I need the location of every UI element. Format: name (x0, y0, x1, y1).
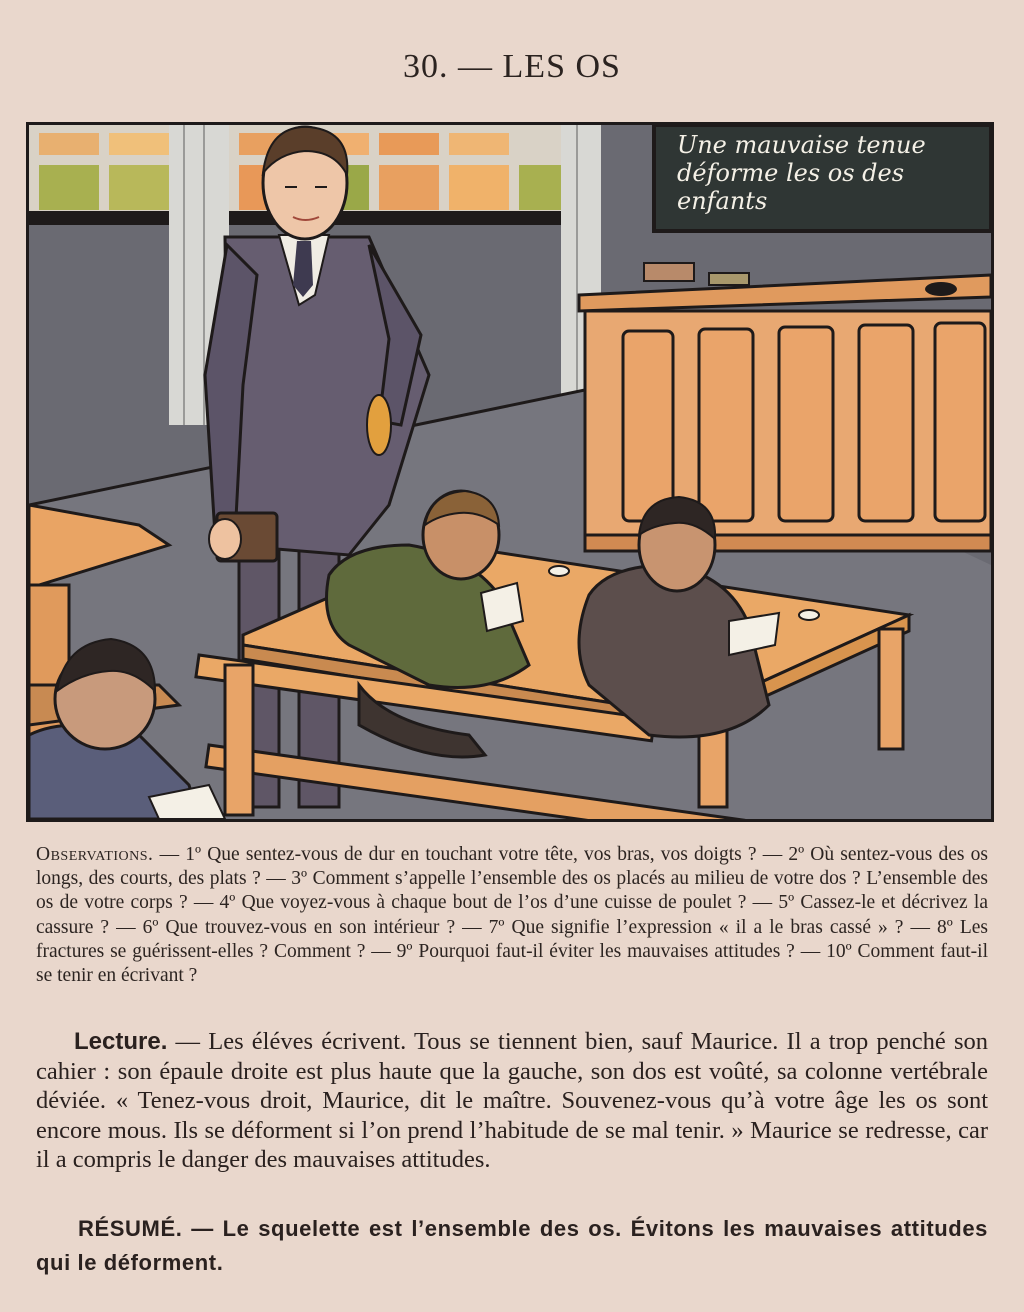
resume-separator: — (182, 1216, 223, 1241)
lecture-label: Lecture. (74, 1028, 168, 1055)
page-title: 30. — LES OS (403, 48, 621, 85)
classroom-illustration (26, 122, 994, 822)
observations-paragraph (36, 843, 988, 988)
observations-text: — 1º Que sentez-vous de dur en touchant votre tête, vos bras, vos doigts ? — 2º Où sentez-vous des os longs, des courts, des plats ? — 3º Comment s’appelle l’ensemble des os placés au milieu de votre dos ? L’ensemble des os de votre corps ? — 4º Que voyez-vous à chaque bout de l’os d’une cuisse de poulet ? — 5º Cassez-le et décrivez la cassure ? — 6º Que trouvez-vous en son intérieur ? — 7º Que signifie l’expression « il a le bras cassé » ? — 8º Les fractures se guérissent-elles ? Comment ? — 9º Pourquoi faut-il éviter les mauvaises attitudes ? — 10º Comment faut-il se tenir en écrivant ? (36, 844, 988, 987)
blackboard (654, 125, 991, 231)
classroom-scene (29, 125, 991, 819)
resume-text: Le squelette est l’ensemble des os. Évitons les mauvaises attitudes qui le déforment. (36, 1216, 988, 1275)
blackboard-line-2: déforme les os des (677, 159, 905, 187)
blackboard-line-3: enfants (677, 187, 768, 215)
lecture-paragraph (36, 1027, 988, 1175)
lecture-text: Les éléves écrivent. Tous se tiennent bien, sauf Maurice. Il a trop penché son cahier : son épaule droite est plus haute que la gauche, son dos est voûté, sa colonne vertébrale déviée. « Tenez-vous droit, Maurice, dit le maître. Souvenez-vous qu’à votre âge les os sont encore mous. Ils se déforment si l’on prend l’habitude de se mal tenir. » Maurice se redresse, car il a compris le danger des mauvaises attitudes. (36, 1028, 989, 1174)
observations-label: Observations. (36, 844, 154, 865)
resume-paragraph (36, 1212, 988, 1280)
resume-label: RÉSUMÉ. (78, 1216, 183, 1241)
blackboard-line-1: Une mauvaise tenue (677, 131, 926, 159)
lecture-separator: — (167, 1028, 209, 1055)
